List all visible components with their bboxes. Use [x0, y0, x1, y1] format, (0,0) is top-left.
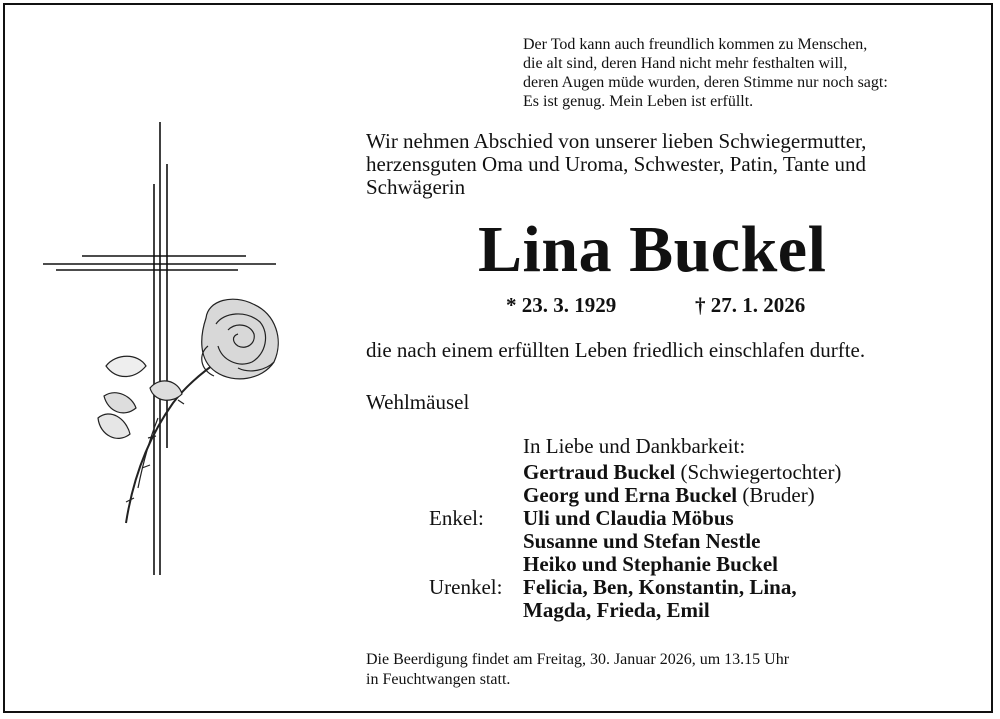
- mourner-label: Urenkel:: [429, 575, 503, 599]
- mourner-name: Susanne und Stefan Nestle: [523, 529, 761, 553]
- intro-line: Wir nehmen Abschied von unserer lieben Schwiegermutter,: [366, 129, 867, 153]
- poem: [523, 35, 888, 111]
- poem-line: deren Augen müde wurden, deren Stimme nur noch sagt:: [523, 74, 888, 91]
- mourner-relation: (Bruder): [737, 483, 815, 507]
- love-line: In Liebe und Dankbarkeit:: [523, 434, 746, 458]
- mourner-name: Uli und Claudia Möbus: [523, 506, 734, 530]
- poem-line: Es ist genug. Mein Leben ist erfüllt.: [523, 93, 754, 110]
- closing-line: die nach einem erfüllten Leben friedlich einschlafen durfte.: [366, 338, 866, 362]
- cross-rose-illustration: [38, 118, 298, 578]
- deceased-name: Lina Buckel: [478, 213, 827, 286]
- mourner-name: Georg und Erna Buckel: [523, 483, 738, 507]
- mourner-relation: (Schwiegertochter): [675, 460, 842, 484]
- funeral-line: in Feuchtwangen statt.: [366, 671, 511, 688]
- mourner-row: [0, 598, 1000, 621]
- mourner-name: Felicia, Ben, Konstantin, Lina,: [523, 575, 797, 599]
- poem-line: Der Tod kann auch freundlich kommen zu Menschen,: [523, 36, 868, 53]
- poem-line: die alt sind, deren Hand nicht mehr festhalten will,: [523, 55, 848, 72]
- birth-date: * 23. 3. 1929: [506, 293, 617, 317]
- rose-icon: [98, 299, 278, 523]
- intro-line: herzensguten Oma und Uroma, Schwester, Patin, Tante und: [366, 152, 867, 176]
- mourner-label: Enkel:: [429, 506, 484, 530]
- mourner-row: [0, 575, 1000, 598]
- funeral-line: Die Beerdigung findet am Freitag, 30. Januar 2026, um 13.15 Uhr: [366, 651, 790, 668]
- mourner-name: Magda, Frieda, Emil: [523, 598, 710, 622]
- mourner-name: Gertraud Buckel: [523, 460, 676, 484]
- funeral-info: [366, 650, 789, 690]
- place-name: Wehlmäusel: [366, 390, 470, 414]
- mourner-name: Heiko und Stephanie Buckel: [523, 552, 778, 576]
- death-date: † 27. 1. 2026: [695, 293, 806, 317]
- intro-text: [366, 130, 866, 199]
- intro-line: Schwägerin: [366, 175, 466, 199]
